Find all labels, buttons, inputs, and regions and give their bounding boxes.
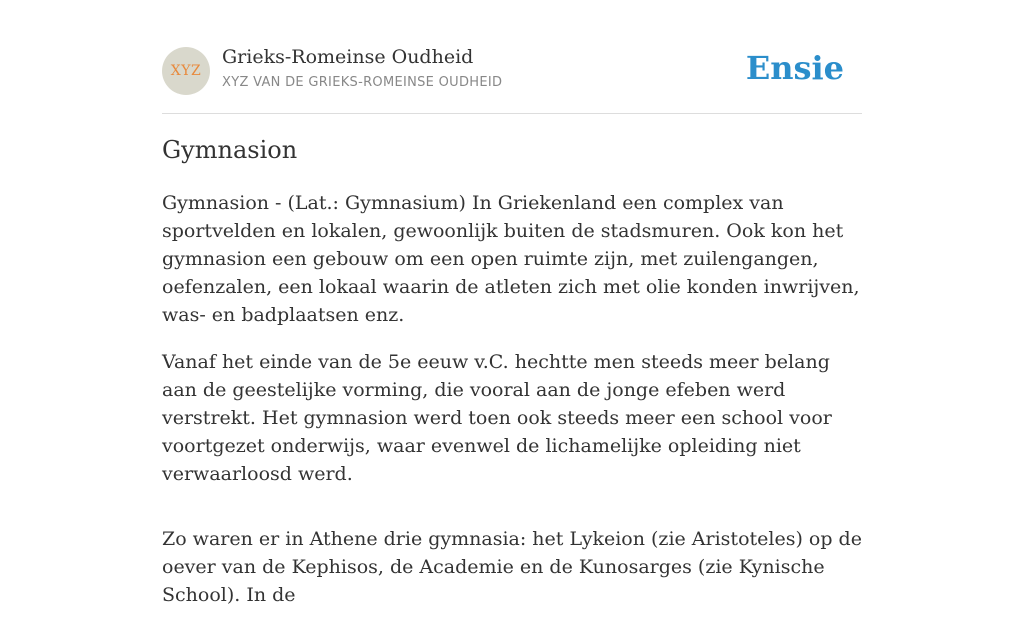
article-paragraph: Vanaf het einde van de 5e eeuw v.C. hechtte men steeds meer belang aan de geestelijke vorming, die vooral aan de jonge efeben werd verstrekt. Het gymnasion werd toen ook steeds meer een school voor voortgezet onderwijs, waar evenwel de lichamelijke opleiding niet verwaarloosd werd. [162,351,832,485]
ensie-logo[interactable]: Ensie [745,49,844,87]
article-paragraph: Zo waren er in Athene drie gymnasia: het Lykeion (zie Aristoteles) op de oever van de Kephisos, de Academie en de Kunosarges (zie Kynische School). In de [162,528,862,606]
page-title: Gymnasion [162,136,298,164]
avatar[interactable] [162,47,210,95]
article-body [162,189,862,628]
source-title[interactable]: Grieks-Romeinse Oudheid [222,46,474,68]
article-paragraph: Gymnasion - (Lat.: Gymnasium) In Griekenland een complex van sportvelden en lokalen, gewoonlijk buiten de stadsmuren. Ook kon het gymnasion een gebouw om een open ruimte zijn, met zuilengangen, oefenzalen, een lokaal waarin de atleten zich met olie konden inwrijven, was- en badplaatsen enz. [162,192,860,326]
source-subtitle[interactable]: XYZ VAN DE GRIEKS-ROMEINSE OUDHEID [222,75,503,90]
header [162,45,862,114]
avatar-text: XYZ [170,63,202,79]
